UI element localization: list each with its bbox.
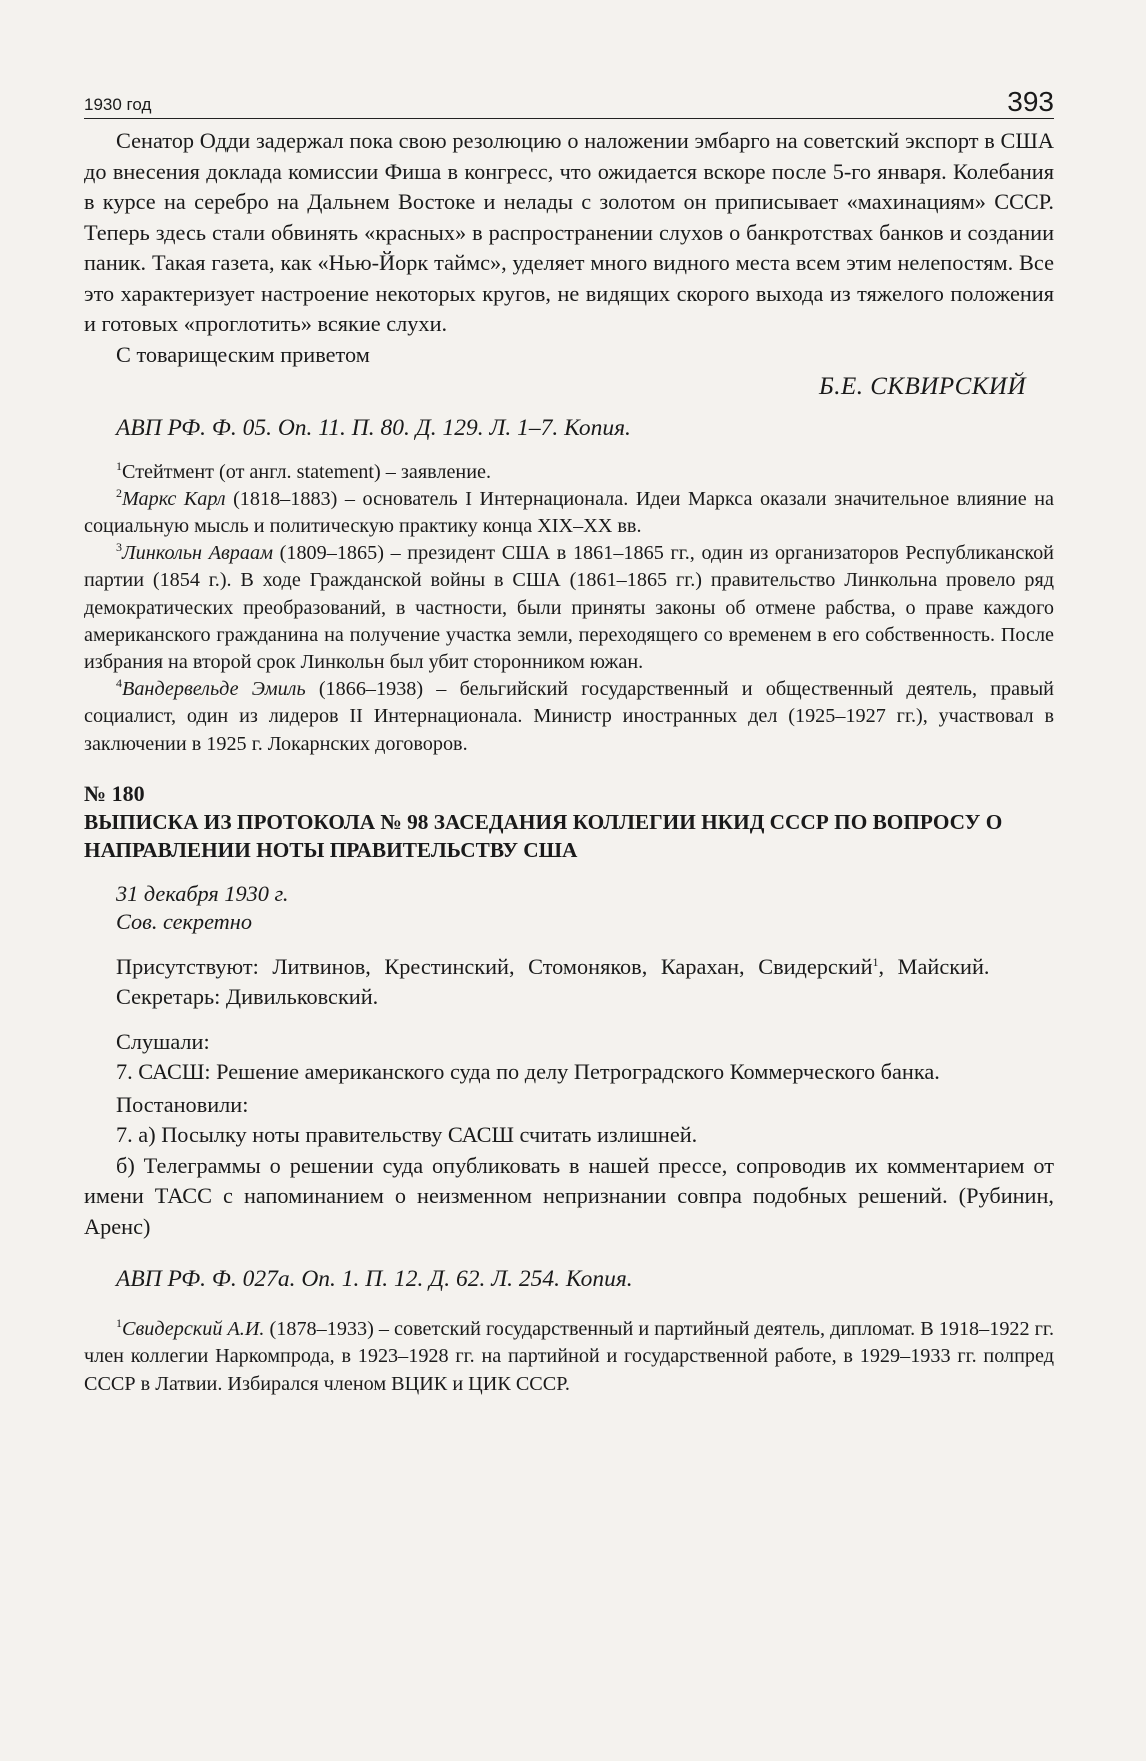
footnote-name: Маркс Карл bbox=[122, 487, 226, 510]
present-tail: , Майский. bbox=[878, 953, 990, 979]
footnote-name: Свидерский А.И. bbox=[122, 1318, 265, 1341]
document-archive-ref: АВП РФ. Ф. 027а. Оп. 1. П. 12. Д. 62. Л. 254. Копия. bbox=[116, 1266, 633, 1293]
footnote-4 bbox=[84, 676, 1054, 758]
signature-row bbox=[84, 372, 1054, 403]
footnote-name: Линкольн Авраам bbox=[122, 542, 273, 565]
footnote-text: (1866–1938) – бельгийский государственный и общественный деятель, правый социалист, один из лидеров II Интернационала. Министр иностранных дел (1925–1927 гг.), участвовал в заключении в 1925 г. Локарнских договоров. bbox=[84, 678, 1054, 755]
letter-signature: Б.Е. СКВИРСКИЙ bbox=[818, 373, 1026, 400]
secretary-line: Секретарь: Дивильковский. bbox=[116, 984, 379, 1010]
letter-closing-row bbox=[84, 340, 1054, 371]
footnote-text: (1818–1883) – основатель I Интернационала. Идеи Маркса оказали значительное влияние на социальную мысль и политическую практику конца XIX–XX вв. bbox=[84, 487, 1054, 537]
resolved-item-a: 7. а) Посылку ноты правительству САСШ считать излишней. bbox=[116, 1122, 698, 1148]
footnote-name: Вандервельде Эмиль bbox=[122, 678, 306, 701]
present-label: Присутствуют: bbox=[116, 953, 259, 979]
footnote-text: (1878–1933) – советский государственный и партийный деятель, дипломат. В 1918–1922 гг. член коллегии Наркомпрода, в 1923–1928 гг. на партийной и государственной работе, в 1929–1933 гг. полпред СССР в Латвии. Избирался членом ВЦИК и ЦИК СССР. bbox=[84, 1318, 1054, 1395]
letter-archive-ref: АВП РФ. Ф. 05. Оп. 11. П. 80. Д. 129. Л. 1–7. Копия. bbox=[116, 414, 631, 441]
document-number: № 180 bbox=[84, 780, 145, 806]
footnote-mark: 3 bbox=[116, 540, 122, 555]
footnote-text: (1809–1865) – президент США в 1861–1865 гг., один из организаторов Республиканской партии (1854 г.). В ходе Гражданской войны в США (1861–1865 гг.) правительство Линкольна провело ряд демократических преобразований, в частности, были приняты законы об отмене рабства, о праве каждого американского гражданина на получение участка земли, переходящего со временем в его собственность. После избрания на второй срок Линкольн был убит сторонником южан. bbox=[84, 542, 1054, 673]
present-names: Литвинов, Крестинский, Стомоняков, Карахан, Свидерский bbox=[272, 953, 873, 979]
heard-label: Слушали: bbox=[116, 1028, 210, 1054]
resolved-item-b: б) Телеграммы о решении суда опубликовать в нашей прессе, сопроводив их комментарием от имени ТАСС с напоминанием о неизменном непризнании совпра подобных решений. (Рубинин, Аренс) bbox=[84, 1152, 1054, 1239]
present-footnote-mark: 1 bbox=[872, 954, 879, 969]
letter-paragraph: Сенатор Одди задержал пока свою резолюцию о наложении эмбарго на советский экспорт в США до внесения доклада комиссии Фиша в конгресс, что ожидается вскоре после 5-го января. Колебания в курсе на серебро на Дальнем Востоке и нелады с золотом он приписывает «махинациям» СССР. Теперь здесь стали обвинять «красных» в распространении слухов о банкротствах банков и создании паник. Такая газета, как «Нью-Йорк таймс», уделяет много видного места всем этим нелепостям. Все это характеризует настроение некоторых кругов, не видящих скорого выхода из тяжелого положения и готовых «проглотить» всякие слухи. bbox=[84, 128, 1054, 336]
page-number: 393 bbox=[1007, 86, 1054, 117]
footnote-1 bbox=[84, 459, 1054, 486]
document-title: ВЫПИСКА ИЗ ПРОТОКОЛА № 98 ЗАСЕДАНИЯ КОЛЛЕГИИ НКИД СССР ПО ВОПРОСУ О НАПРАВЛЕНИИ НОТЫ ПРАВИТЕЛЬСТВУ США bbox=[84, 809, 1003, 862]
footnote-text: Стейтмент (от англ. statement) – заявление. bbox=[122, 460, 492, 483]
letter-closing: С товарищеским приветом bbox=[116, 341, 370, 367]
footnote-mark: 1 bbox=[116, 1316, 122, 1331]
footnote-mark: 2 bbox=[116, 485, 122, 500]
heard-item: 7. САСШ: Решение американского суда по делу Петроградского Коммерческого банка. bbox=[116, 1059, 940, 1085]
page-content bbox=[84, 126, 1054, 1398]
footnote-mark: 4 bbox=[116, 676, 122, 691]
document-date: 31 декабря 1930 г. bbox=[116, 880, 289, 906]
document-classification: Сов. секретно bbox=[116, 908, 252, 934]
footnotes-block-1 bbox=[84, 459, 1054, 758]
running-header bbox=[84, 86, 1054, 119]
footnote-mark: 1 bbox=[116, 458, 122, 473]
footnotes-block-2 bbox=[84, 1316, 1054, 1398]
footnote-svidersky bbox=[84, 1316, 1054, 1398]
resolved-label: Постановили: bbox=[116, 1091, 249, 1117]
present-line bbox=[84, 952, 1054, 983]
footnote-3 bbox=[84, 540, 1054, 676]
header-year: 1930 год bbox=[84, 95, 152, 114]
footnote-2 bbox=[84, 486, 1054, 540]
